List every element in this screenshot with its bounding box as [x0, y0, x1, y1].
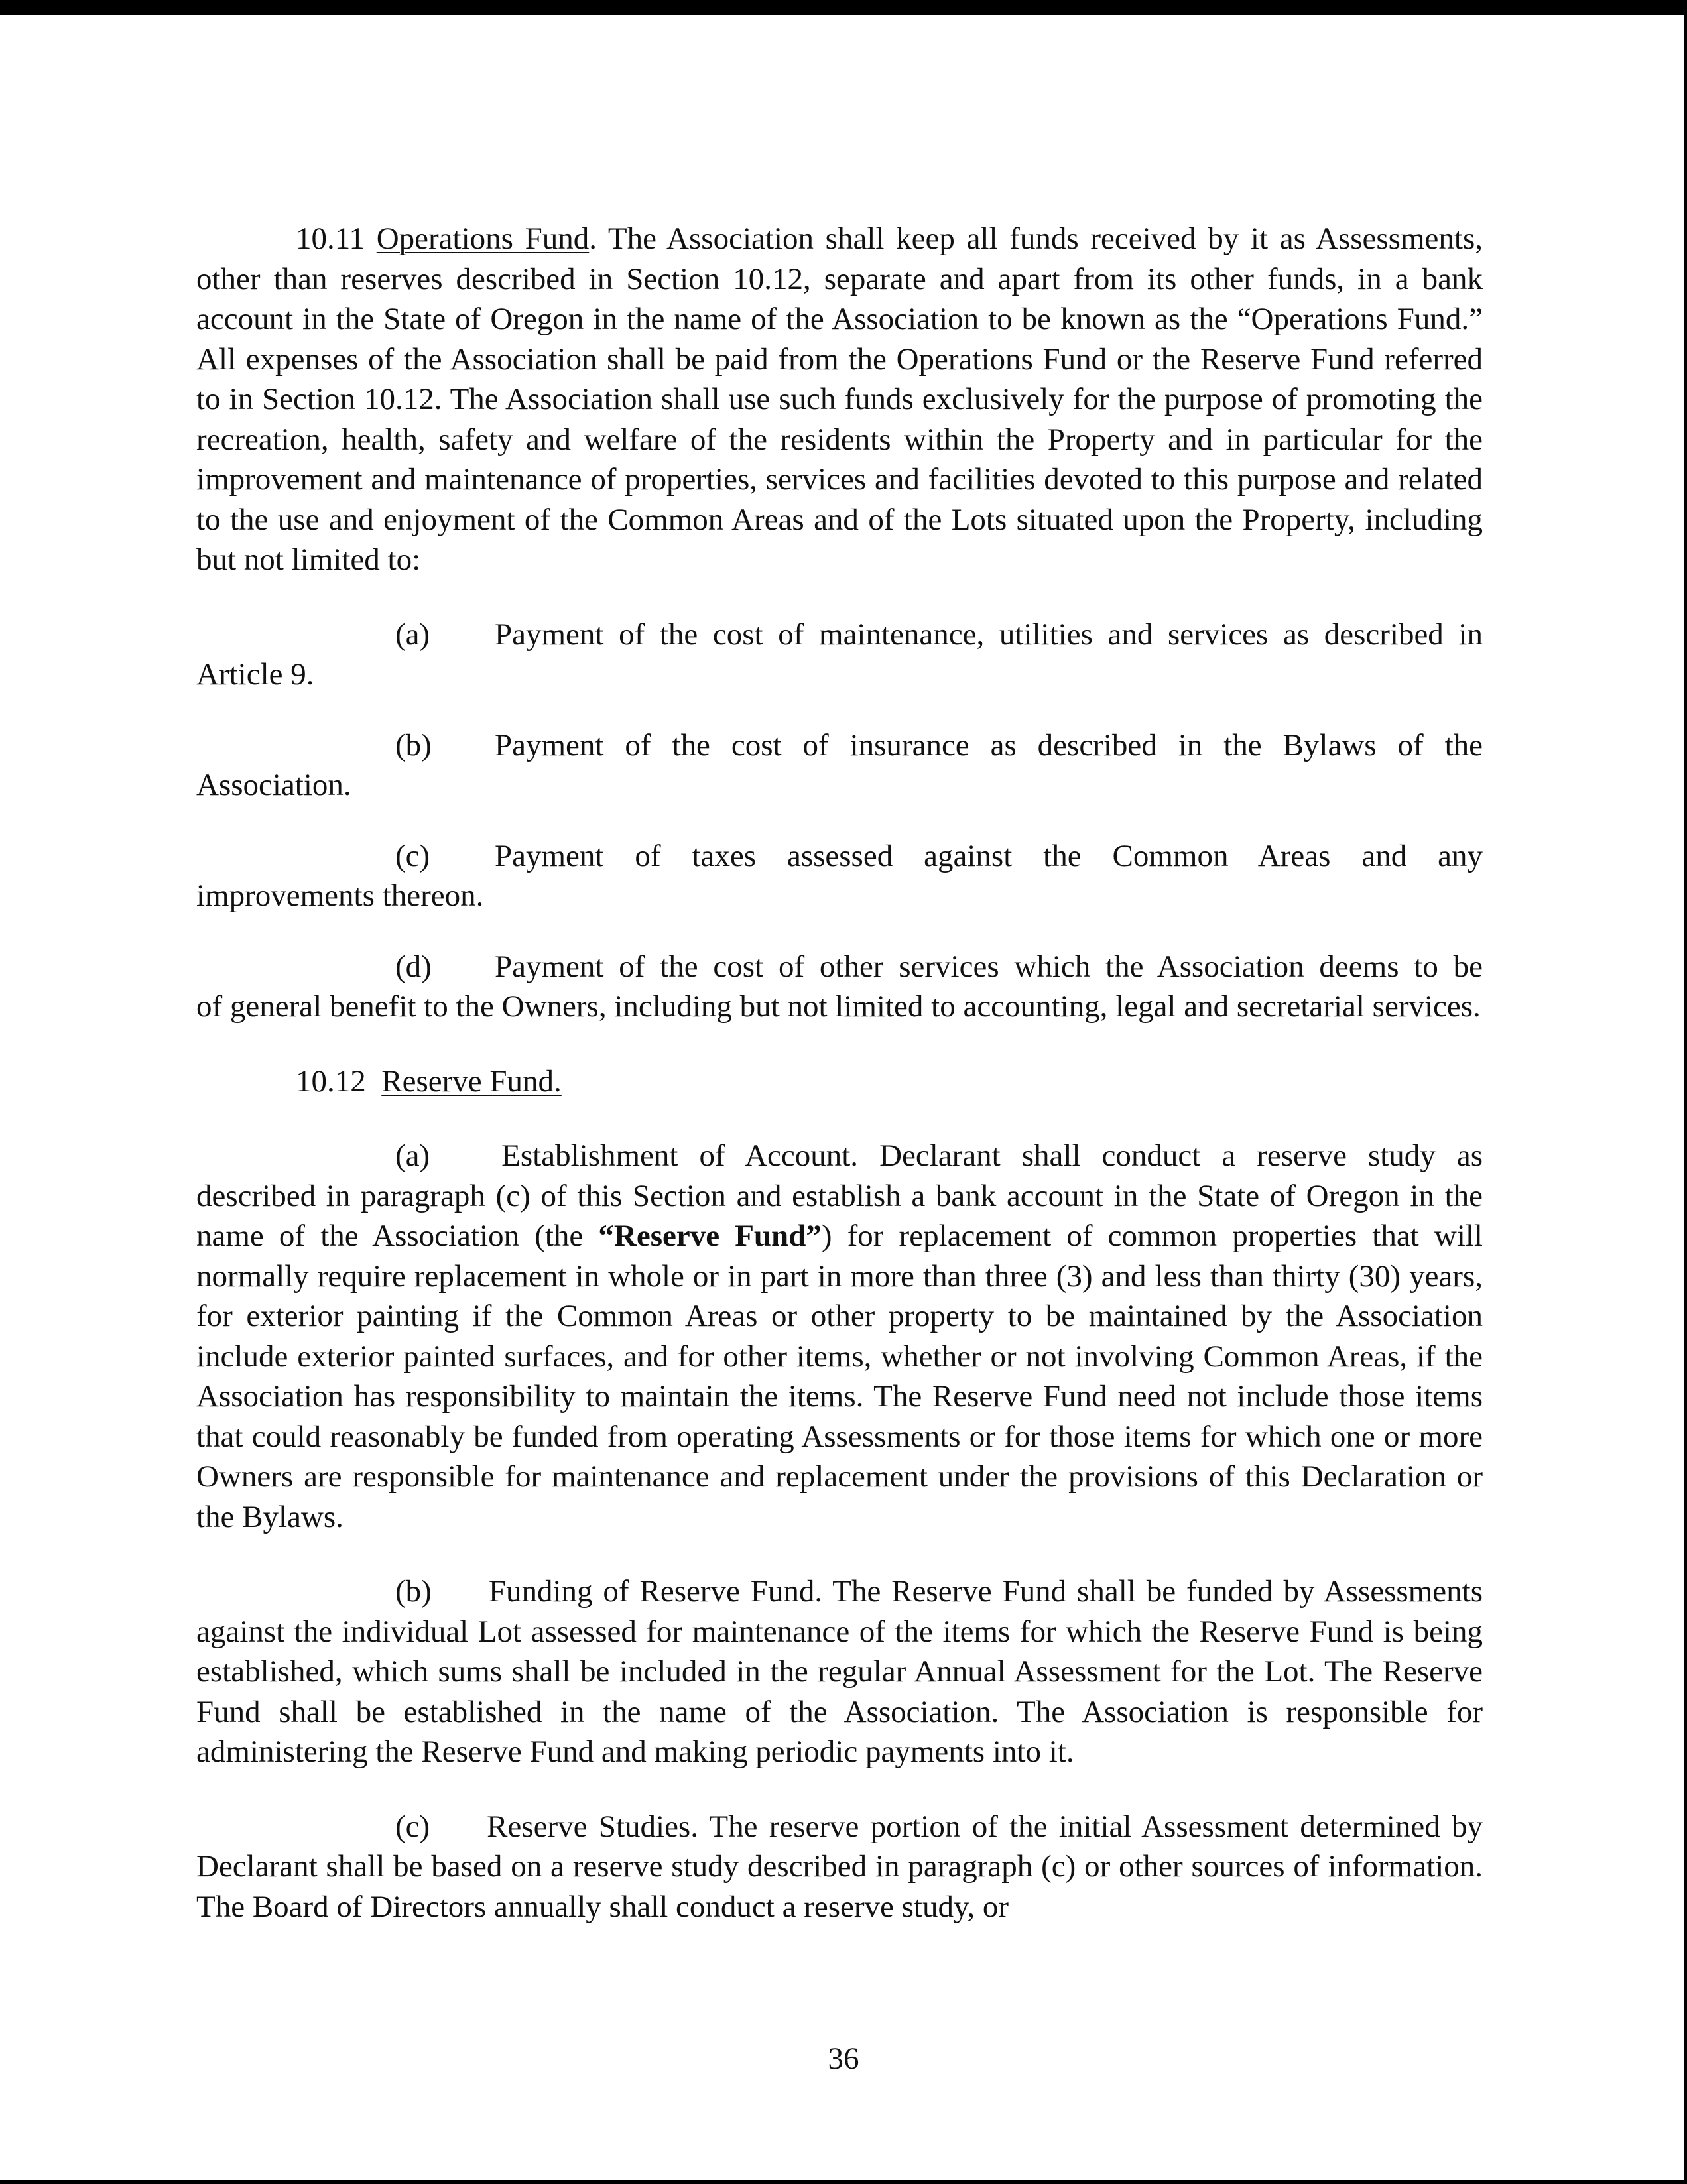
reserve-fund-defined-term: “Reserve Fund” — [598, 1219, 822, 1253]
section-10-11-number: 10.11 — [296, 221, 365, 256]
reserve-item-b-paragraph — [196, 1571, 1483, 1772]
list-item-continuation: Article 9. — [196, 657, 314, 692]
scan-border-right — [1684, 0, 1687, 2184]
reserve-item-c-paragraph — [196, 1807, 1483, 1927]
reserve-item-a-text-continued: ) for replacement of common properties that will normally require replacement in whole or in part in more than three (3) and less than thirty (30) years, for exterior painting if the Common Areas or other property to be maintained by the Association include exterior painted surfaces, and for other items, whether or not involving Common Areas, if the Association has responsibility to maintain the items. The Reserve Fund need not include those items that could reasonably be funded from operating Assessments or for those items for which one or more Owners are responsible for maintenance and replacement under the provisions of this Declaration or the Bylaws. — [196, 1219, 1483, 1534]
section-10-11-title: Operations Fund — [376, 221, 590, 256]
list-item-d — [196, 947, 1483, 1027]
reserve-item-b-text: The Reserve Fund shall be funded by Assessments against the individual Lot assessed for maintenance of the items for which the Reserve Fund is being established, which sums shall be included in the regular Annual Assessment for the Lot. The Reserve Fund shall be established in the name of the Association. The Association is responsible for administering the Reserve Fund and making periodic payments into it. — [196, 1574, 1483, 1769]
page-number: 36 — [828, 2041, 859, 2076]
reserve-item-c-heading: Reserve Studies. — [487, 1809, 698, 1844]
section-10-12-heading — [196, 1062, 1483, 1102]
list-item-label: (c) — [395, 838, 430, 873]
reserve-item-a-label: (a) — [395, 1138, 430, 1173]
list-item-b — [196, 725, 1483, 806]
reserve-item-c-text: The reserve portion of the initial Assessment determined by Declarant shall be based on a reserve study described in paragraph (c) or other sources of information. The Board of Directors annually shall conduct a reserve study, or — [196, 1809, 1483, 1924]
list-item-continuation: of general benefit to the Owners, including but not limited to accounting, legal and secretarial services. — [196, 989, 1481, 1024]
document-body — [196, 219, 1483, 1927]
list-item-text: Payment of taxes assessed against the Common Areas and any — [495, 838, 1483, 873]
reserve-item-a-paragraph — [196, 1136, 1483, 1537]
scan-border-top — [0, 0, 1687, 15]
list-item-text: Payment of the cost of other services which the Association deems to be — [495, 949, 1483, 984]
list-item-continuation: Association. — [196, 768, 351, 802]
section-10-11-body: . The Association shall keep all funds received by it as Assessments, other than reserves described in Section 10.12, separate and apart from its other funds, in a bank account in the State of Oregon in the name of the Association to be known as the “Operations Fund.” All expenses of the Association shall be paid from the Operations Fund or the Reserve Fund referred to in Section 10.12. The Association shall use such funds exclusively for the purpose of promoting the recreation, health, safety and welfare of the residents within the Property and in particular for the improvement and maintenance of properties, services and facilities devoted to this purpose and related to the use and enjoyment of the Common Areas and of the Lots situated upon the Property, including but not limited to: — [196, 221, 1483, 577]
list-item-label: (a) — [395, 617, 430, 652]
section-10-11-paragraph — [196, 219, 1483, 580]
reserve-item-a-heading: Establishment of Account. — [501, 1138, 859, 1173]
section-10-12-title: Reserve Fund. — [381, 1063, 562, 1099]
list-item-text: Payment of the cost of insurance as described in the Bylaws of the — [495, 727, 1483, 762]
list-item-label: (b) — [395, 727, 432, 762]
list-item-a — [196, 615, 1483, 695]
list-item-c — [196, 836, 1483, 916]
reserve-item-b-label: (b) — [395, 1574, 432, 1608]
list-item-text: Payment of the cost of maintenance, utilities and services as described in — [495, 617, 1483, 652]
list-item-label: (d) — [395, 949, 432, 984]
reserve-item-b-heading: Funding of Reserve Fund. — [488, 1574, 823, 1608]
section-10-12-number: 10.12 — [296, 1063, 366, 1099]
list-item-continuation: improvements thereon. — [196, 879, 484, 913]
reserve-item-a-text: Declarant shall conduct a reserve study as described in paragraph (c) of this Section and establish a bank account in the State of Oregon in the name of the Association (the — [196, 1138, 1483, 1253]
scan-border-bottom — [0, 2180, 1687, 2184]
reserve-item-c-label: (c) — [395, 1809, 430, 1844]
